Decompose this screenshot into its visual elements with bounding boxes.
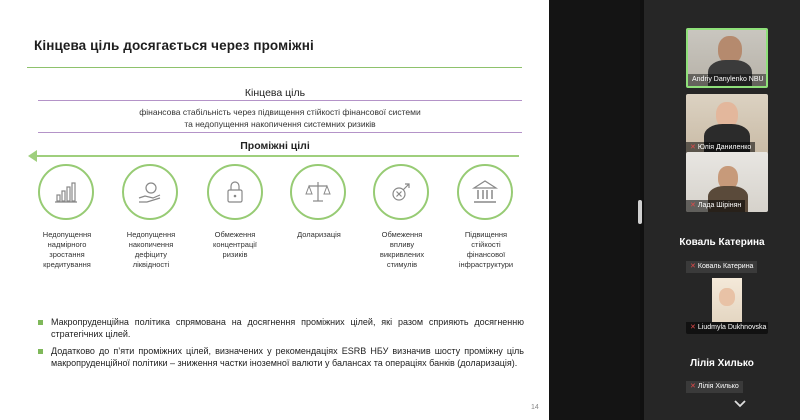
bank-icon: [470, 177, 500, 207]
goal-circle-dollarization: [290, 164, 346, 220]
final-goal-line2: та недопущення накопичення системних ризиків: [184, 119, 376, 129]
bullet-item: Додатково до п’яти проміжних цілей, визначених у рекомендаціях ESRB НБУ визначив шосту проміжну ціль макропруденційної політики – зниження частки іноземної валюти у балансах та операціях банків (доларизація).: [38, 345, 524, 369]
goal-circle-liquidity: [122, 164, 178, 220]
panel-resize-handle[interactable]: [638, 200, 642, 224]
final-goal-line1: фінансова стабільність через підвищення стійкості фінансової системи: [139, 107, 421, 117]
final-goal-bottom-line: [38, 132, 522, 133]
final-goal-top-line: [38, 100, 522, 101]
participant-name-label: ✕ Лада Шірінян: [686, 200, 745, 212]
mic-muted-icon: ✕: [690, 324, 696, 331]
goal-circle-credit: [38, 164, 94, 220]
final-goal-text: [130, 106, 430, 130]
final-goal-heading: Кінцева ціль: [244, 87, 306, 99]
goal-label-infrastructure: Підвищення стійкості фінансової інфраструктури: [458, 230, 514, 269]
participant-tag-6[interactable]: ✕ Лілія Хилько: [686, 381, 743, 393]
hand-coin-icon: [135, 177, 165, 207]
participant-name-label: Andriy Danylenko NBU: [688, 74, 768, 86]
goal-label-liquidity: Недопущення накопичення дефіциту ліквідності: [126, 230, 176, 269]
intermediate-arrow-head: [28, 150, 37, 162]
participant-big-name-4: Коваль Катерина: [679, 237, 765, 248]
goal-circle-infrastructure: [457, 164, 513, 220]
scales-icon: [303, 177, 333, 207]
dark-gutter: [549, 0, 640, 420]
slide-bullets: [38, 316, 524, 374]
mic-muted-icon: ✕: [690, 144, 696, 151]
mic-muted-icon: ✕: [690, 383, 696, 390]
participant-tile-3[interactable]: [686, 152, 768, 212]
participant-big-name-6: Лілія Хилько: [690, 358, 754, 369]
participant-face: [719, 288, 735, 306]
participant-tile-5[interactable]: [686, 278, 768, 334]
participant-name-label: ✕ Liudmyla Dukhnovska: [686, 322, 768, 334]
slide-page-number: 14: [531, 404, 539, 411]
participant-tile-2[interactable]: [686, 94, 768, 154]
goal-circle-incentives: [373, 164, 429, 220]
bullet-item: Макропруденційна політика спрямована на досягнення проміжних цілей, які разом сприяють досягненню стратегічних цілей.: [38, 316, 524, 340]
goal-circle-concentration: [207, 164, 263, 220]
goal-label-incentives: Обмеження впливу викривлених стимулів: [379, 230, 425, 269]
goal-label-concentration: Обмеження концентрації ризиків: [212, 230, 258, 259]
intermediate-arrow-line: [35, 155, 519, 157]
goal-label-dollarization: Доларизація: [297, 230, 341, 239]
title-divider: [27, 67, 522, 68]
intermediate-goals-heading: Проміжні цілі: [240, 140, 310, 152]
mic-muted-icon: ✕: [690, 202, 696, 209]
participant-tile-1[interactable]: [686, 28, 768, 88]
gender-cross-icon: [386, 177, 416, 207]
chevron-down-icon[interactable]: [733, 399, 747, 409]
bar-chart-icon: [51, 177, 81, 207]
goal-label-credit: Недопущення надмірного зростання кредитування: [42, 230, 92, 269]
lock-icon: [220, 177, 250, 207]
slide-title: Кінцева ціль досягається через проміжні: [34, 38, 314, 53]
participant-name-label: ✕ Юлія Даниленко: [686, 142, 755, 154]
participant-tag-4[interactable]: ✕ Коваль Катерина: [686, 261, 757, 273]
mic-muted-icon: ✕: [690, 263, 696, 270]
